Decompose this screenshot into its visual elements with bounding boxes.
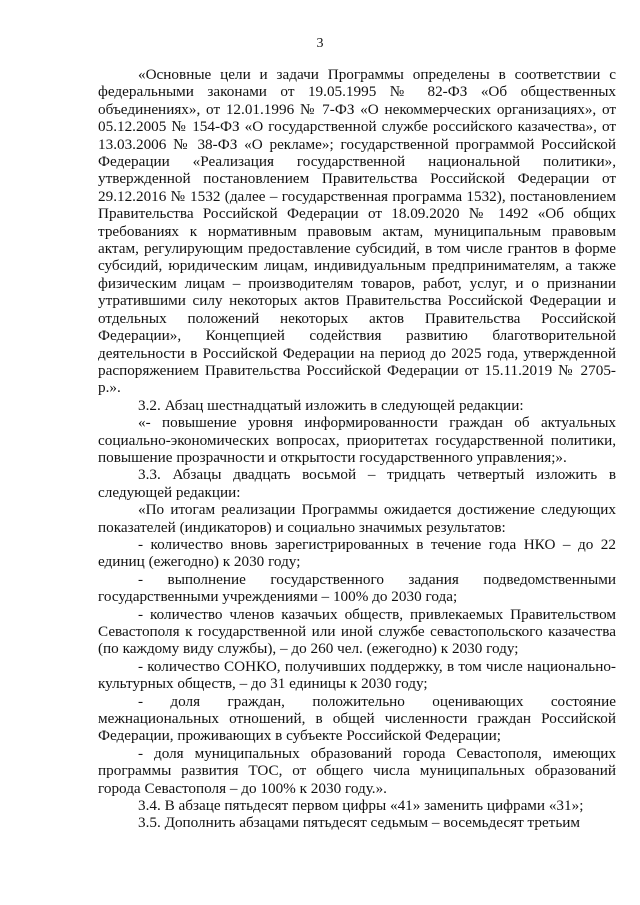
list-item-nko: - количество вновь зарегистрированных в течение года НКО – до 22 единиц (ежегодно) к 2030 году;	[98, 535, 616, 571]
paragraph-3-5: 3.5. Дополнить абзацами пятьдесят седьмым – восемьдесят третьим	[138, 814, 580, 832]
paragraph-awareness: «- повышение уровня информированности граждан об актуальных социально-экономических вопросах, приоритетах государственной политики, повышение прозрачности и открытости государственного управления;».	[98, 414, 616, 466]
list-item-cossack: - количество членов казачьих обществ, привлекаемых Правительством Севастополя к государственной или иной службе севастопольского казачества (по каждому виду службы), – до 260 чел. (ежегодно) к 2030 году;	[98, 605, 616, 658]
document-body	[98, 66, 616, 832]
list-item-tos: - доля муниципальных образований города Севастополя, имеющих программы развития ТОС, от общего числа муниципальных образований города Севастополя – до 100% к 2030 году.».	[98, 744, 616, 797]
paragraph-results-intro: «По итогам реализации Программы ожидается достижение следующих показателей (индикаторов) и социально значимых результатов:	[98, 501, 616, 536]
paragraph-3-2: 3.2. Абзац шестнадцатый изложить в следующей редакции:	[138, 396, 524, 414]
paragraph-3-3: 3.3. Абзацы двадцать восьмой – тридцать четвертый изложить в следующей редакции:	[98, 466, 616, 501]
list-item-interethnic: - доля граждан, положительно оценивающих состояние межнациональных отношений, в общей численности граждан Российской Федерации, проживающих в субъекте Российской Федерации;	[98, 692, 616, 745]
paragraph-program-goals: «Основные цели и задачи Программы определены в соответствии с федеральными законами от 19.05.1995 № 82-ФЗ «Об общественных объединениях», от 12.01.1996 № 7-ФЗ «О некоммерческих организациях», от 05.12.2005 № 154-ФЗ «О государственной службе российского казачества», от 13.03.2006 № 38-ФЗ «О рекламе»; государственной программой Российской Федерации «Реализация государственной национальной политики», утвержденной постановлением Правительства Российской Федерации от 29.12.2016 № 1532 (далее – государственная программа 1532), постановлением Правительства Российской Федерации от 18.09.2020 № 1492 «Об общих требованиях к нормативным правовым актам, муниципальным правовым актам, регулирующим предоставление субсидий, в том числе грантов в форме субсидий, юридическим лицам, индивидуальным предпринимателям, а также физическим лицам – производителям товаров, работ, услуг, и о признании утратившими силу некоторых актов Правительства Российской Федерации и отдельных положений некоторых актов Правительства Российской Федерации», Концепцией содействия развитию благотворительной деятельности в Российской Федерации на период до 2025 года, утвержденной распоряжением Правительства Российской Федерации от 15.11.2019 № 2705-р.».	[98, 66, 616, 397]
list-item-sonko: - количество СОНКО, получивших поддержку, в том числе национально-культурных обществ, – до 31 единицы к 2030 году;	[98, 657, 616, 693]
list-item-state-task: - выполнение государственного задания подведомственными государственными учреждениями – 100% до 2030 года;	[98, 570, 616, 606]
paragraph-3-4: 3.4. В абзаце пятьдесят первом цифры «41» заменить цифрами «31»;	[138, 797, 584, 815]
page-number: 3	[316, 36, 324, 51]
